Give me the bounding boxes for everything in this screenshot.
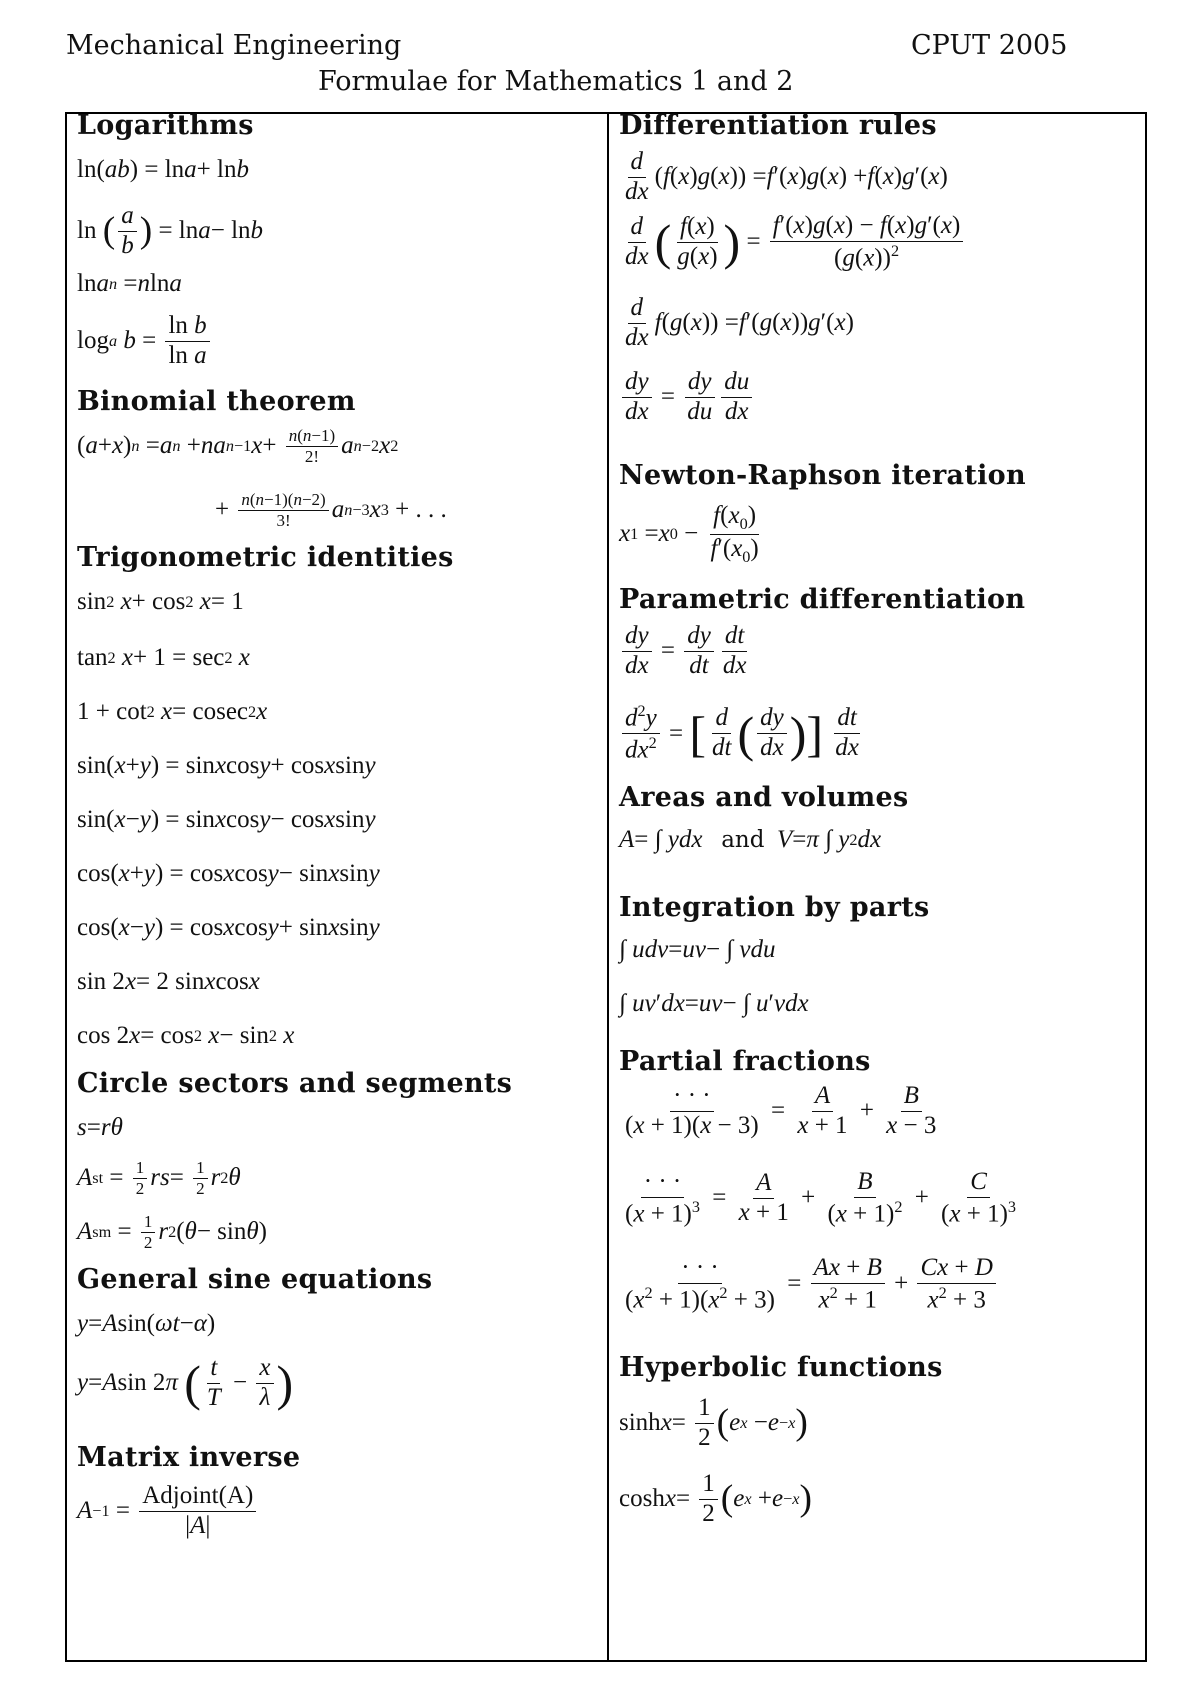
- formula-partial-quadratic: $\frac{\cdot \cdot \cdot}{(x^2 + 1)(x^2 + 3)}$ = $\frac{Ax + B}{x^2 + 1}$ + $\frac{Cx + D}{x^2 + 3}$: [619, 1254, 999, 1315]
- formula-trig-cos-double: cos 2 x = cos 2 x − sin 2 x: [77, 1022, 295, 1049]
- heading-hyper: Hyperbolic functions: [619, 1352, 943, 1383]
- formula-sine-wave: y = A sin 2 π ( $\frac{t}{T}$ − $\frac{x}{\lambda}$ ): [77, 1354, 294, 1412]
- formula-parts-1: ∫ udv = uv − ∫ vdu: [619, 936, 776, 963]
- formula-newton-raphson: x 1 = x 0 − $\frac{f(x_0)}{f'(x_0)}$: [619, 502, 759, 566]
- formula-trig-cot-cosec: 1 + cot 2 x = cosec 2 x: [77, 698, 268, 725]
- heading-trig: Trigonometric identities: [77, 542, 454, 573]
- heading-newton: Newton-Raphson iteration: [619, 460, 1026, 491]
- heading-parts: Integration by parts: [619, 892, 930, 923]
- page-title: Formulae for Mathematics 1 and 2: [318, 66, 794, 97]
- heading-logarithms: Logarithms: [77, 110, 254, 141]
- formula-trig-sin-double: sin 2 x = 2 sin x cos x: [77, 968, 260, 995]
- ellipsis-3: · · ·: [678, 1254, 721, 1284]
- and-word: and: [721, 827, 765, 853]
- formula-partial-repeated: $\frac{\cdot \cdot \cdot}{(x + 1)^3}$ = $\frac{A}{x + 1}$ + $\frac{B}{(x + 1)^2}$ + $\frac{C}{(x + 1)^3}$: [625, 1168, 1017, 1228]
- formula-param-first: $\frac{dy}{dx}$ = $\frac{dy}{dt}$ $\frac{dt}{dx}$: [619, 622, 752, 681]
- formula-quotient-rule: $\frac{d}{dx}$ ( $\frac{f(x)}{g(x)}$ ) = $\frac{f'(x)g(x) - f(x)g'(x)}{(g(x))^2}$: [619, 212, 966, 273]
- heading-diff: Differentiation rules: [619, 110, 937, 141]
- ellipsis-2: · · ·: [641, 1168, 684, 1198]
- formula-trig-pythag: sin 2 x + cos 2 x = 1: [77, 588, 244, 615]
- formula-sinh: sinh x = $\frac{1}{2}$ ( e x − e −x ): [619, 1394, 808, 1451]
- formula-trig-sin-sum: sin( x + y ) = sin x cos y + cos x sin y: [77, 752, 376, 779]
- formula-arc-length: s = rθ: [77, 1114, 123, 1141]
- formula-partial-distinct: $\frac{\cdot \cdot \cdot}{(x + 1)(x - 3)}$ = $\frac{A}{x + 1}$ + $\frac{B}{x - 3}$: [625, 1082, 937, 1139]
- adjoint-label: Adjoint(A): [139, 1482, 256, 1512]
- header-course: Mechanical Engineering: [66, 30, 402, 61]
- heading-binomial: Binomial theorem: [77, 386, 356, 417]
- formula-log-product: ln( ab ) = ln a + ln b: [77, 156, 249, 183]
- formula-trig-tan-sec: tan 2 x + 1 = sec 2 x: [77, 644, 250, 671]
- header-institution: CPUT 2005: [911, 30, 1068, 61]
- formula-cosh: cosh x = $\frac{1}{2}$ ( e x + e −x ): [619, 1470, 812, 1527]
- formula-binomial-line1: ( a + x ) n = a n + na n−1 x + $\frac{n(n-1)}{2!}$ a n−2 x 2: [77, 426, 399, 466]
- left-column: [77, 110, 599, 1660]
- heading-matrix: Matrix inverse: [77, 1442, 301, 1473]
- heading-circle: Circle sectors and segments: [77, 1068, 513, 1099]
- formula-parts-2: ∫ uv ′ dx = uv − ∫ u ′ vdx: [619, 990, 809, 1017]
- formula-trig-cos-sum: cos( x + y ) = cos x cos y − sin x sin y: [77, 860, 380, 887]
- formula-log-power: ln a n = n ln a: [77, 270, 182, 297]
- formula-area-volume: A = ∫ ydx and V = π ∫ y 2 dx: [619, 826, 882, 853]
- formula-param-second: $\frac{d^2y}{dx^2}$ = [ $\frac{d}{dt}$ ( $\frac{dy}{dx}$ ) ] $\frac{dt}{dx}$: [619, 702, 865, 765]
- formula-chain-rule: $\frac{d}{dx}$ f ( g ( x )) = f ′( g ( x )) g ′( x ): [625, 294, 854, 351]
- heading-param: Parametric differentiation: [619, 584, 1026, 615]
- formula-sector-area: A st = $\frac{1}{2}$ rs = $\frac{1}{2}$ r 2 θ: [77, 1158, 241, 1198]
- formula-product-rule: $\frac{d}{dx}$ ( f ( x ) g ( x )) = f ′( x ) g ( x ) + f ( x ) g ′( x ): [625, 148, 948, 205]
- formula-trig-sin-diff: sin( x − y ) = sin x cos y − cos x sin y: [77, 806, 376, 833]
- ellipsis-1: · · ·: [670, 1082, 713, 1112]
- formula-chain-leibniz: $\frac{dy}{dx}$ = $\frac{dy}{du}$ $\frac{du}{dx}$: [619, 368, 755, 427]
- heading-partial: Partial fractions: [619, 1046, 871, 1077]
- formula-trig-cos-diff: cos( x − y ) = cos x cos y + sin x sin y: [77, 914, 380, 941]
- formula-binomial-line2: + $\frac{n(n-1)(n-2)}{3!}$ a n−3 x 3 + . . .: [215, 490, 447, 530]
- column-divider: [607, 114, 609, 1660]
- formula-sine-phase: y = A sin( ωt − α ): [77, 1310, 216, 1337]
- heading-sine: General sine equations: [77, 1264, 433, 1295]
- heading-areas: Areas and volumes: [619, 782, 909, 813]
- formula-segment-area: A sm = $\frac{1}{2}$ r 2 ( θ − sin θ ): [77, 1212, 267, 1252]
- right-column: [619, 110, 1141, 1660]
- formula-matrix-inverse: A −1 = $\frac{\text{Adjoint(A)}}{|A|}$: [77, 1482, 259, 1541]
- formula-sheet: [65, 112, 1147, 1662]
- formula-log-quotient: ln ( $\frac{a}{b}$ ) = ln a − ln b: [77, 202, 264, 259]
- formula-log-base: log a b = $\frac{\text{ln b}}{\text{ln a}}$: [77, 312, 213, 371]
